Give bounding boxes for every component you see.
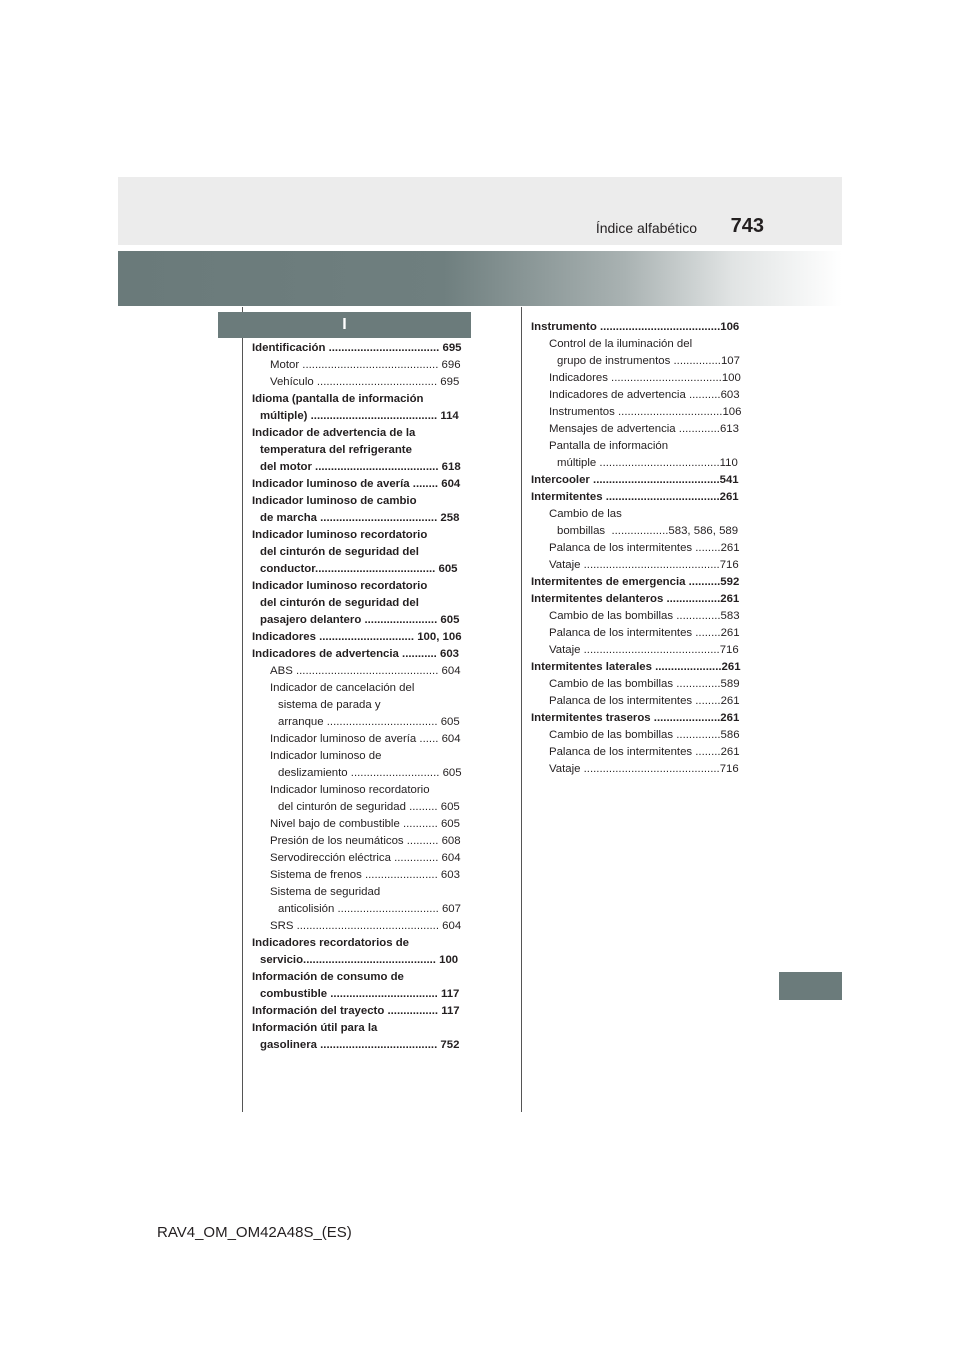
index-entry-text: Indicador luminoso de avería ...... 604 bbox=[270, 733, 461, 745]
index-entry bbox=[531, 506, 751, 540]
index-entry bbox=[531, 676, 751, 693]
index-entry bbox=[252, 748, 471, 782]
index-entry bbox=[252, 476, 471, 493]
index-entry-text: Indicador luminoso de deslizamiento ............................ 605 bbox=[270, 750, 462, 779]
index-column-left bbox=[252, 340, 471, 1054]
index-entry bbox=[252, 867, 471, 884]
index-entry-text: Nivel bajo de combustible ........... 605 bbox=[270, 818, 460, 830]
index-entry-text: Intercooler ........................................541 bbox=[531, 474, 739, 486]
index-entry-text: Intermitentes traseros .....................261 bbox=[531, 712, 740, 724]
index-entry-text: Palanca de los intermitentes ........261 bbox=[549, 746, 740, 758]
index-entry-text: Indicador luminoso de cambio de marcha ..................................... 258 bbox=[252, 495, 460, 524]
index-entry-text: Indicador de advertencia de la temperatura del refrigerante del motor ....................................... 618 bbox=[252, 427, 461, 473]
index-entry-text: Indicador luminoso recordatorio del cinturón de seguridad ......... 605 bbox=[270, 784, 460, 813]
index-entry-text: Vataje ...........................................716 bbox=[549, 559, 739, 571]
index-entry bbox=[252, 374, 471, 391]
index-entry bbox=[252, 935, 471, 969]
index-entry bbox=[531, 387, 751, 404]
index-entry bbox=[531, 421, 751, 438]
index-entry-text: Identificación ................................... 695 bbox=[252, 342, 462, 354]
column-divider-middle bbox=[521, 307, 522, 1112]
index-entry bbox=[531, 642, 751, 659]
index-entry-text: Palanca de los intermitentes ........261 bbox=[549, 695, 740, 707]
index-entry-text: Información del trayecto ................ 117 bbox=[252, 1005, 460, 1017]
index-entry bbox=[252, 340, 471, 357]
index-entry-text: Cambio de las bombillas ..............583 bbox=[549, 610, 740, 622]
index-entry-text: Sistema de seguridad anticolisión ................................ 607 bbox=[270, 886, 461, 915]
index-entry-text: Cambio de las bombillas ..............586 bbox=[549, 729, 740, 741]
index-entry-text: Control de la iluminación del grupo de instrumentos ...............107 bbox=[549, 338, 740, 367]
index-entry-text: Mensajes de advertencia .............613 bbox=[549, 423, 739, 435]
index-entry bbox=[252, 731, 471, 748]
index-entry-text: Palanca de los intermitentes ........261 bbox=[549, 627, 740, 639]
index-entry bbox=[252, 1003, 471, 1020]
index-entry-text: Intermitentes delanteros .................261 bbox=[531, 593, 740, 605]
index-entry-text: Servodirección eléctrica .............. 604 bbox=[270, 852, 461, 864]
index-entry bbox=[531, 591, 751, 608]
index-entry bbox=[531, 659, 751, 676]
index-entry bbox=[531, 574, 751, 591]
index-entry bbox=[252, 833, 471, 850]
index-entry-text: Indicadores .............................. 100, 106 bbox=[252, 631, 462, 643]
index-entry-text: Instrumento ......................................106 bbox=[531, 321, 740, 333]
index-entry bbox=[531, 438, 751, 472]
index-entry-text: Cambio de las bombillas ..............589 bbox=[549, 678, 740, 690]
index-entry bbox=[531, 761, 751, 778]
index-entry bbox=[531, 744, 751, 761]
index-entry bbox=[252, 850, 471, 867]
index-entry bbox=[252, 782, 471, 816]
index-entry bbox=[531, 472, 751, 489]
index-entry-text: Cambio de las bombillas ..................583, 586, 589 bbox=[549, 508, 739, 537]
index-entry bbox=[252, 816, 471, 833]
index-entry bbox=[531, 540, 751, 557]
column-divider-left bbox=[242, 307, 243, 1112]
header-title: Índice alfabético bbox=[595, 220, 697, 236]
index-entry-text: Vataje ...........................................716 bbox=[549, 644, 739, 656]
index-entry bbox=[531, 404, 751, 421]
index-entry bbox=[252, 680, 471, 731]
index-entry bbox=[531, 319, 751, 336]
index-entry-text: SRS ............................................. 604 bbox=[270, 920, 462, 932]
index-entry-text: Indicador luminoso de avería ........ 604 bbox=[252, 478, 461, 490]
index-entry bbox=[252, 1020, 471, 1054]
index-entry-text: Indicador luminoso recordatorio del cinturón de seguridad del pasajero delantero ....................... 605 bbox=[252, 580, 460, 626]
index-entry-text: Indicadores recordatorios de servicio.......................................... 100 bbox=[252, 937, 459, 966]
index-entry bbox=[252, 663, 471, 680]
index-entry-text: Idioma (pantalla de información múltiple) ........................................ 114 bbox=[252, 393, 459, 422]
index-entry-text: Vehículo ...................................... 695 bbox=[270, 376, 460, 388]
index-entry-text: Presión de los neumáticos .......... 608 bbox=[270, 835, 461, 847]
index-entry bbox=[531, 557, 751, 574]
index-entry bbox=[252, 391, 471, 425]
index-entry-text: Vataje ...........................................716 bbox=[549, 763, 739, 775]
index-entry bbox=[531, 336, 751, 370]
index-entry bbox=[531, 489, 751, 506]
page-number: 743 bbox=[730, 215, 764, 237]
index-entry bbox=[252, 918, 471, 935]
index-entry bbox=[531, 370, 751, 387]
index-entry-text: Motor ........................................... 696 bbox=[270, 359, 461, 371]
index-entry bbox=[252, 884, 471, 918]
index-entry-text: Palanca de los intermitentes ........261 bbox=[549, 542, 740, 554]
header-gradient-band bbox=[118, 251, 842, 306]
index-entry-text: Pantalla de información múltiple ......................................110 bbox=[549, 440, 738, 469]
index-entry bbox=[252, 527, 471, 578]
index-entry-text: Sistema de frenos ....................... 603 bbox=[270, 869, 460, 881]
index-entry bbox=[252, 357, 471, 374]
index-entry bbox=[531, 710, 751, 727]
index-entry bbox=[252, 425, 471, 476]
index-entry bbox=[252, 493, 471, 527]
index-entry-text: Indicadores de advertencia ........... 603 bbox=[252, 648, 460, 660]
index-entry bbox=[252, 969, 471, 1003]
index-entry bbox=[252, 578, 471, 629]
index-entry bbox=[252, 629, 471, 646]
index-entry-text: Intermitentes de emergencia ..........592 bbox=[531, 576, 740, 588]
section-letter: I bbox=[218, 312, 471, 338]
index-entry-text: Indicadores de advertencia ..........603 bbox=[549, 389, 740, 401]
index-entry-text: Información de consumo de combustible .................................. 117 bbox=[252, 971, 460, 1000]
index-entry bbox=[531, 608, 751, 625]
index-entry-text: ABS ............................................. 604 bbox=[270, 665, 461, 677]
index-entry-text: Indicador luminoso recordatorio del cinturón de seguridad del conductor...................................... 605 bbox=[252, 529, 458, 575]
index-entry-text: Indicadores ...................................100 bbox=[549, 372, 741, 384]
document-code: RAV4_OM_OM42A48S_(ES) bbox=[157, 1224, 352, 1241]
index-entry-text: Indicador de cancelación del sistema de parada y arranque ................................... 605 bbox=[270, 682, 460, 728]
index-entry bbox=[531, 727, 751, 744]
index-entry-text: Intermitentes laterales .....................261 bbox=[531, 661, 741, 673]
index-entry bbox=[531, 693, 751, 710]
index-entry-text: Instrumentos .................................106 bbox=[549, 406, 742, 418]
index-entry-text: Información útil para la gasolinera ..................................... 752 bbox=[252, 1022, 460, 1051]
section-tab-marker bbox=[779, 972, 842, 1000]
index-entry-text: Intermitentes ....................................261 bbox=[531, 491, 739, 503]
index-entry bbox=[531, 625, 751, 642]
index-entry bbox=[252, 646, 471, 663]
index-column-right bbox=[531, 319, 751, 778]
